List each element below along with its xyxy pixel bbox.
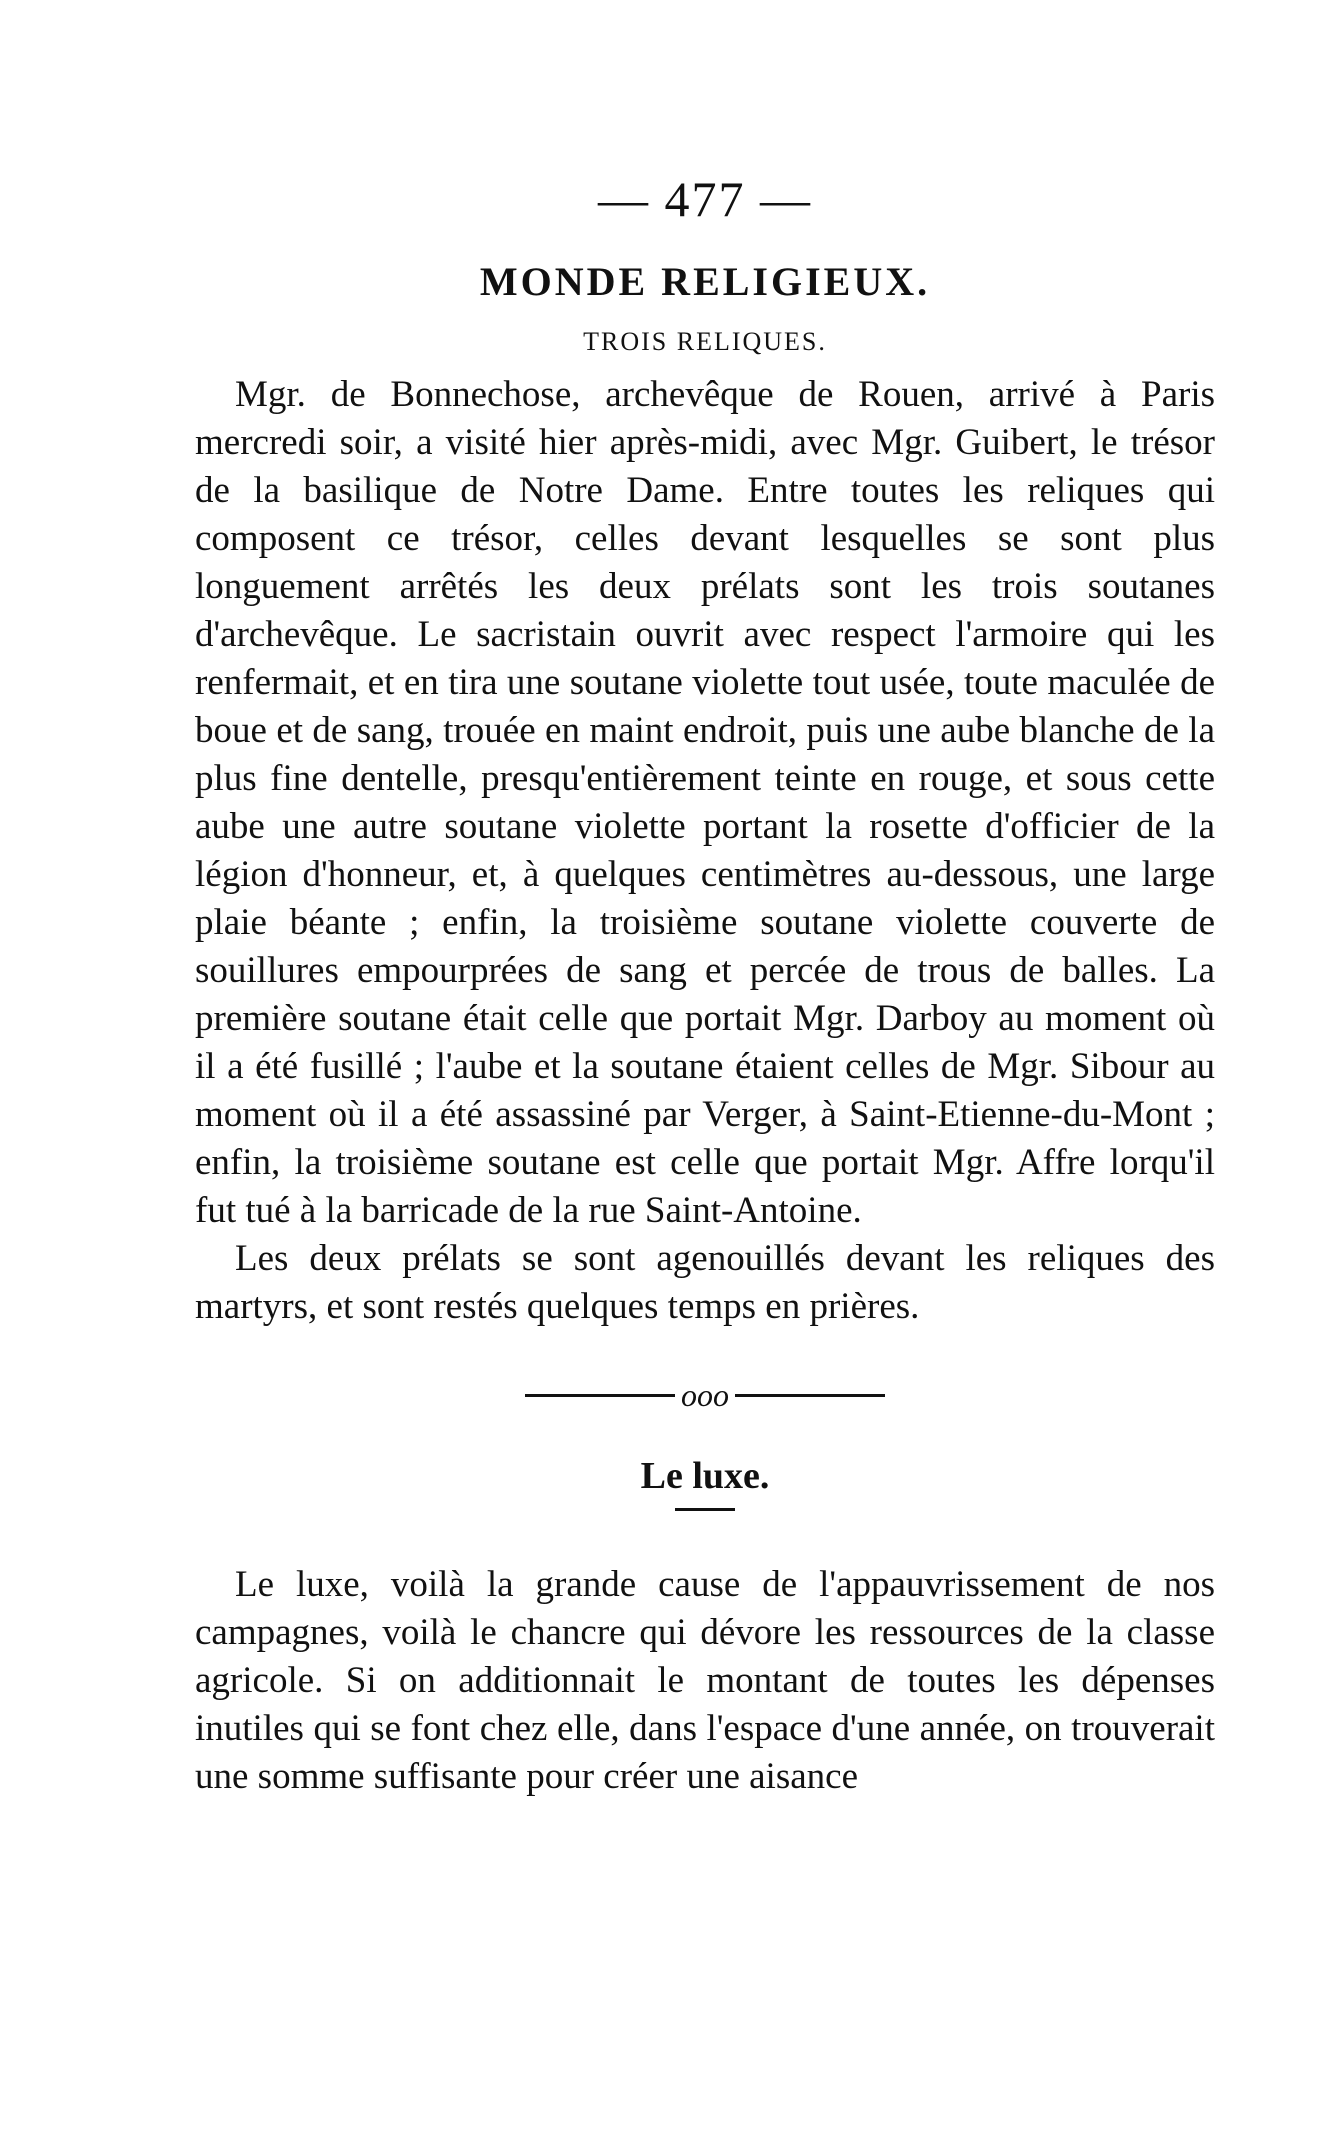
- reliques-paragraph-2: Les deux prélats se sont agenouillés devant les reliques des martyrs, et sont restés quelques temps en prières.: [195, 1238, 1215, 1327]
- separator-line-right: [735, 1394, 885, 1397]
- section-separator: [195, 1377, 1215, 1414]
- luxe-paragraph: Le luxe, voilà la grande cause de l'appauvrissement de nos campagnes, voilà le chancre qui dévore les ressources de la classe agricole. Si on additionnait le montant de toutes les dépenses inutiles qui se font chez elle, dans l'espace d'une année, on trouverait une somme suffisante pour créer une aisance: [195, 1564, 1215, 1797]
- separator-line-left: [525, 1394, 675, 1397]
- reliques-paragraph-1: Mgr. de Bonnechose, archevêque de Rouen, arrivé à Paris mercredi soir, a visité hier après-midi, avec Mgr. Guibert, le trésor de la basilique de Notre Dame. Entre toutes les reliques qui composent ce trésor, celles devant lesquelles se sont plus longuement arrêtés les deux prélats sont les trois soutanes d'archevêque. Le sacristain ouvrit avec respect l'armoire qui les renfermait, et en tira une soutane violette tout usée, toute maculée de boue et de sang, trouée en maint endroit, puis une aube blanche de la plus fine dentelle, presqu'entièrement teinte en rouge, et sous cette aube une autre soutane violette portant la rosette d'officier de la légion d'honneur, et, à quelques centimètres au-dessous, une large plaie béante ; enfin, la troisième soutane violette couverte de souillures empourprées de sang et percée de trous de balles. La première soutane était celle que portait Mgr. Darboy au moment où il a été fusillé ; l'aube et la soutane étaient celles de Mgr. Sibour au moment où il a été assassiné par Verger, à Saint-Etienne-du-Mont ; enfin, la troisième soutane est celle que portait Mgr. Affre lorqu'il fut tué à la barricade de la rue Saint-Antoine.: [195, 374, 1215, 1231]
- subsection-title: TROIS RELIQUES.: [583, 327, 827, 356]
- title-rule: [675, 1508, 735, 1511]
- separator-text: ooo: [681, 1377, 729, 1413]
- page-number: — 477 —: [598, 171, 812, 227]
- article-title: Le luxe.: [640, 1455, 770, 1497]
- document-page: [195, 170, 1215, 1801]
- section-title: MONDE RELIGIEUX.: [479, 259, 931, 304]
